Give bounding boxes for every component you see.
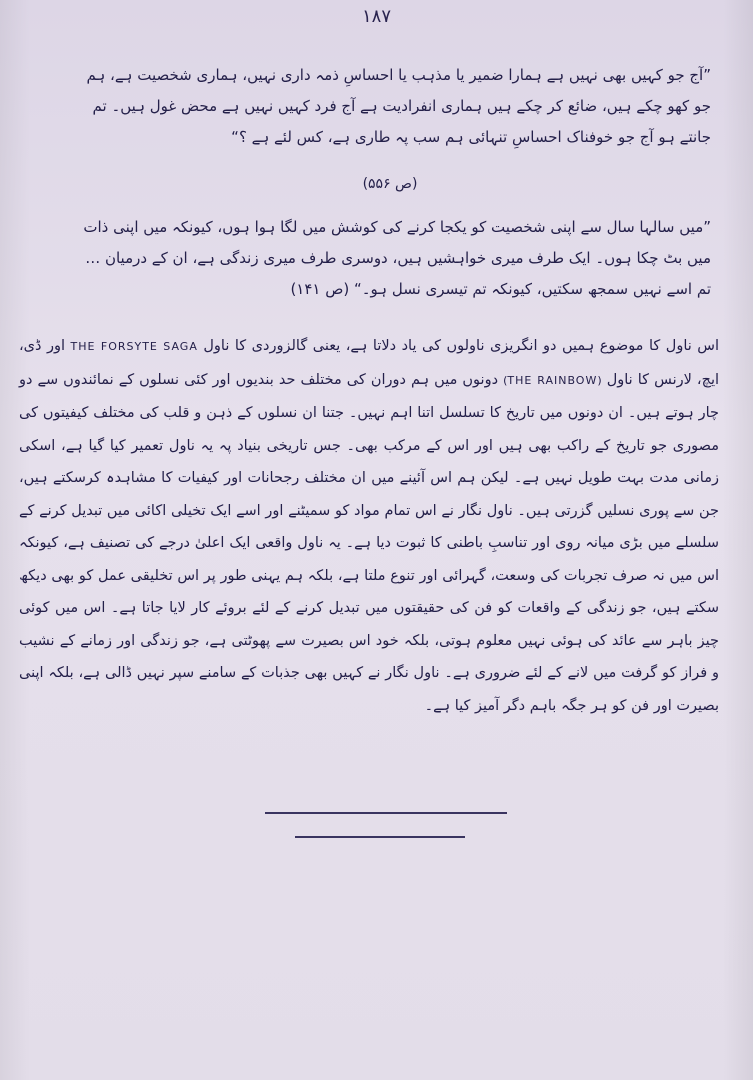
body-paragraph [19, 330, 719, 722]
novel-title-forsyte-saga: THE FORSYTE SAGA [70, 340, 198, 353]
section-divider-long [265, 812, 507, 814]
section-divider-short [295, 836, 465, 838]
novel-title-rainbow: (THE RAINBOW) [503, 373, 602, 387]
quote-citation: (ص ۵۵۶) [362, 176, 418, 192]
page-number: ۱۸۷ [361, 6, 391, 27]
paragraph-text-1: اس ناول کا موضوع ہمیں دو انگریزی ناولوں کی یاد دلاتا ہے، یعنی گالزوردی کا ناول [203, 338, 720, 354]
quote-block-first: ”آج جو کہیں بھی نہیں ہے ہمارا ضمیر یا مذہب یا احساسِ ذمہ داری نہیں، ہماری شخصیت ہے، ہم جو کھو چکے ہیں، ضائع کر چکے ہیں ہماری انفرادیت ہے آج فرد کہیں نہیں ہے محض غول ہیں۔ تم جانتے ہو آج جو خوفناک احساسِ تنہائی ہم سب پہ طاری ہے، کس لئے ہے ؟“ [86, 66, 711, 146]
paragraph-text-2: اور ڈی، ایچ، لارنس کا ناول [19, 338, 720, 388]
quote-block-second: ”میں سالہا سال سے اپنی شخصیت کو یکجا کرنے کی کوشش میں لگا ہوا ہوں، کیونکہ میں اپنی ذات میں بٹ چکا ہوں۔ ایک طرف میری خواہشیں ہیں، دوسری طرف میری زندگی ہے، ان کے درمیان … تم اسے نہیں سمجھ سکتیں، کیونکہ تم تیسری نسل ہو۔“ (ص ۱۴۱) [83, 218, 711, 298]
paragraph-text-3: دونوں میں ہم دوران کی مختلف حد بندیوں اور کئی نسلوں کے نمائندوں سے دو چار ہوتے ہیں۔ ان دونوں میں تاریخ کا تسلسل اتنا اہم نہیں۔ جتنا ان نسلوں کے ذہن و قلب کی مختلف کیفیتوں کی مصوری جو تاریخ کے راکب بھی ہیں اور اس کے مرکب بھی۔ جس تاریخی بنیاد پہ یہ ناول تعمیر کیا گیا ہے، اسکی زمانی مدت بہت طویل نہیں ہے۔ لیکن ہم اس آئینے میں ان مختلف رجحانات اور کیفیات کا مشاہدہ کرسکتے ہیں، جن سے پوری نسلیں گزرتی ہیں۔ ناول نگار نے اس تمام مواد کو سمیٹنے اور اسے ایک تخیلی اکائی میں تبدیل کرنے کے سلسلے میں بڑی میانہ روی اور تناسبِ باطنی کا ثبوت دیا ہے۔ یہ ناول واقعی ایک اعلیٰ درجے کی تصنیف ہے، کیونکہ اس میں نہ صرف تجربات کی وسعت، گہرائی اور تنوع ملتا ہے، بلکہ ہم یہنی طور پر اس تخلیقی عمل کو بھی دیکھ سکتے ہیں، جو زندگی کے واقعات کو فن کی حقیقتوں میں تبدیل کرنے کے لئے بروئے کار لایا جاتا ہے۔ اس میں کوئی چیز باہر سے عائد کی ہوئی نہیں معلوم ہوتی، بلکہ خود اس بصیرت سے پھوٹتی ہے، جو زندگی اور زمانے کے نشیب و فراز کو گرفت میں لانے کے لئے ضروری ہے۔ ناول نگار نے کہیں بھی جذبات کے سامنے سپر نہیں ڈالی ہے، بلکہ اپنی بصیرت اور فن کو ہر جگہ باہم دگر آمیز کیا ہے۔ [19, 371, 719, 714]
